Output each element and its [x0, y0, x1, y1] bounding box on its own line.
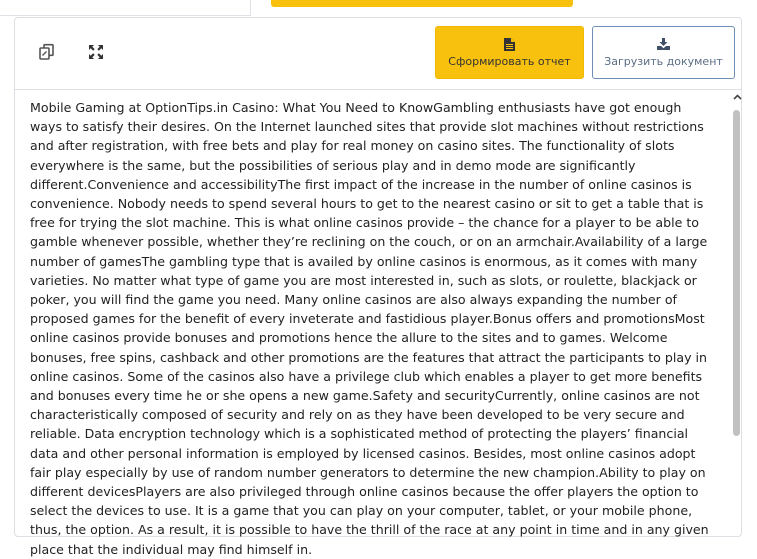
generate-report-button[interactable] — [435, 26, 584, 79]
file-text-icon — [504, 37, 515, 51]
upload-document-button[interactable] — [592, 26, 735, 79]
generate-report-label: Сформировать отчет — [448, 55, 571, 68]
copy-icon[interactable] — [35, 40, 59, 64]
download-icon — [657, 37, 670, 51]
document-panel — [14, 17, 742, 557]
top-column-divider — [250, 0, 251, 16]
top-divider-line — [0, 15, 250, 16]
expand-icon[interactable] — [84, 40, 108, 64]
vertical-scrollbar[interactable] — [731, 90, 743, 538]
upload-document-label: Загрузить документ — [604, 55, 723, 68]
top-action-button[interactable] — [271, 0, 573, 7]
toolbar-divider — [15, 89, 741, 90]
scroll-up-arrow-icon[interactable] — [731, 92, 743, 102]
document-text[interactable]: Mobile Gaming at OptionTips.in Casino: What You Need to KnowGambling enthusiasts have got enough ways to satisfy their desires. On the Internet launched sites that provide slot machines without restrictions and after registration, with free bets and play for real money on casino sites. The functionality of slots everywhere is the same, but the possibilities of serious play and in demo mode are significantly different.Convenience and accessibilityThe first impact of the increase in the number of online casinos is convenience. Nobody needs to spend several hours to get to the nearest casino or sit to get a table that is free for trying the slot machine. This is what online casinos provide – the chance for a player to be able to gamble whenever possible, whether they’re reclining on the couch, or on an armchair.Availability of a large number of gamesThe gambling type that is availed by online casinos is enormous, as it comes with many varieties. No matter what type of game you are most interested in, such as slots, or roulette, blackjack or poker, you will find the game you need. Many online casinos are also always expanding the number of proposed games for the benefit of every inveterate and fastidious player.Bonus offers and promotionsMost online casinos provide bonuses and promotions hence the allure to the sites and to games. Welcome bonuses, free spins, cashback and other promotions are the features that attract the participants to play in online casinos. Some of the casinos also have a privilege club which enables a player to get more benefits and bonuses every time he or she opens a new game.Safety and securityCurrently, online casinos are not characteristically composed of security and rely on as they have been developed to be very secure and reliable. Data encryption technology which is a sophisticated method of protecting the players’ financial data and other personal information is employed by licensed casinos. Besides, most online casinos adopt fair play especially by use of random number generators to determine the new champion.Ability to play on different devicesPlayers are also privileged through online casinos because the offer players the option to select the devices to use. It is a game that you can play on your computer, tablet, or your mobile phone, thus, the option. As a result, it is possible to have the thrill of the race at any point in time and in any given place that the individual may find himself in. — [30, 100, 709, 557]
scrollbar-thumb[interactable] — [733, 110, 740, 436]
